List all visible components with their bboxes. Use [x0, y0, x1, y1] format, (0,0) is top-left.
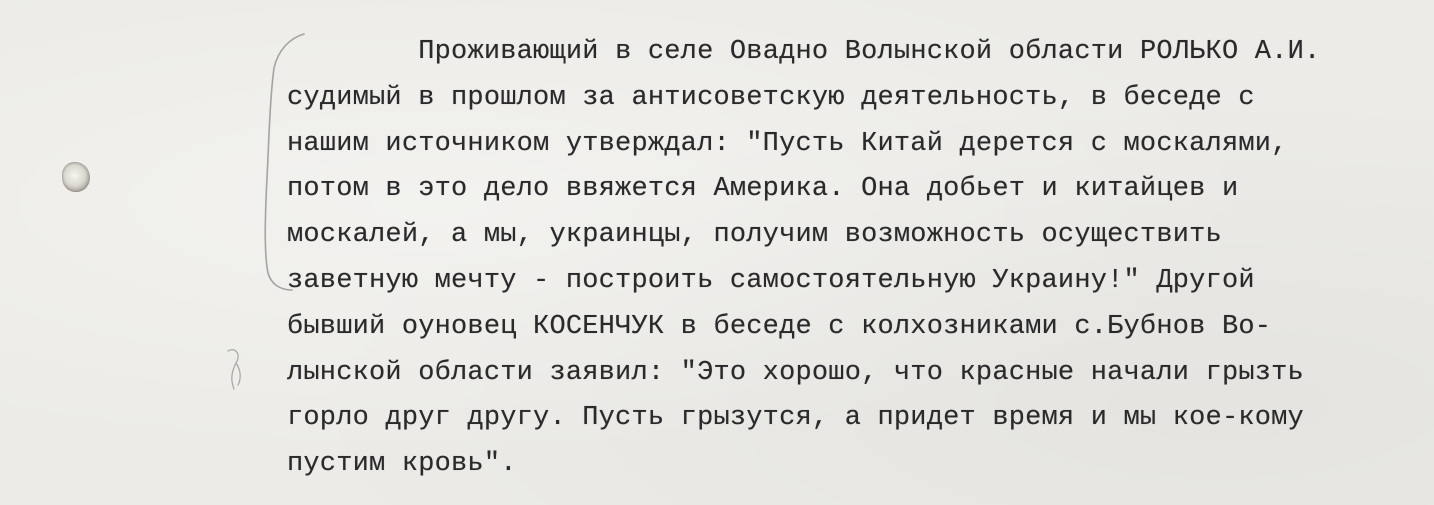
text-line-5: москалей, а мы, украинцы, получим возможность осуществить [287, 220, 1222, 251]
text-line-8: лынской области заявил: "Это хорошо, что красные начали грызть [287, 357, 1304, 388]
paragraph-indent [287, 37, 418, 67]
text-line-2: судимый в прошлом за антисоветскую деятельность, в беседе с [287, 82, 1255, 113]
text-line-10: пустим кровь". [287, 449, 517, 480]
pencil-margin-mark [222, 345, 252, 395]
text-line-1-content: Проживающий в селе Овадно Волынской области РОЛЬКО А.И. [418, 37, 1321, 67]
text-line-7: бывший оуновец КОСЕНЧУК в беседе с колхозниками с.Бубнов Во- [287, 311, 1272, 342]
text-line-9: горло друг другу. Пусть грызутся, а придет время и мы кое-кому [287, 403, 1304, 434]
punch-hole [62, 162, 90, 192]
typed-text-block [287, 30, 1427, 488]
text-line-1 [287, 30, 1427, 76]
text-line-6: заветную мечту - построить самостоятельную Украину!" Другой [287, 265, 1255, 296]
text-line-4: потом в это дело ввяжется Америка. Она добьет и китайцев и [287, 174, 1239, 205]
text-line-3: нашим источником утверждал: "Пусть Китай дерется с москалями, [287, 128, 1288, 159]
